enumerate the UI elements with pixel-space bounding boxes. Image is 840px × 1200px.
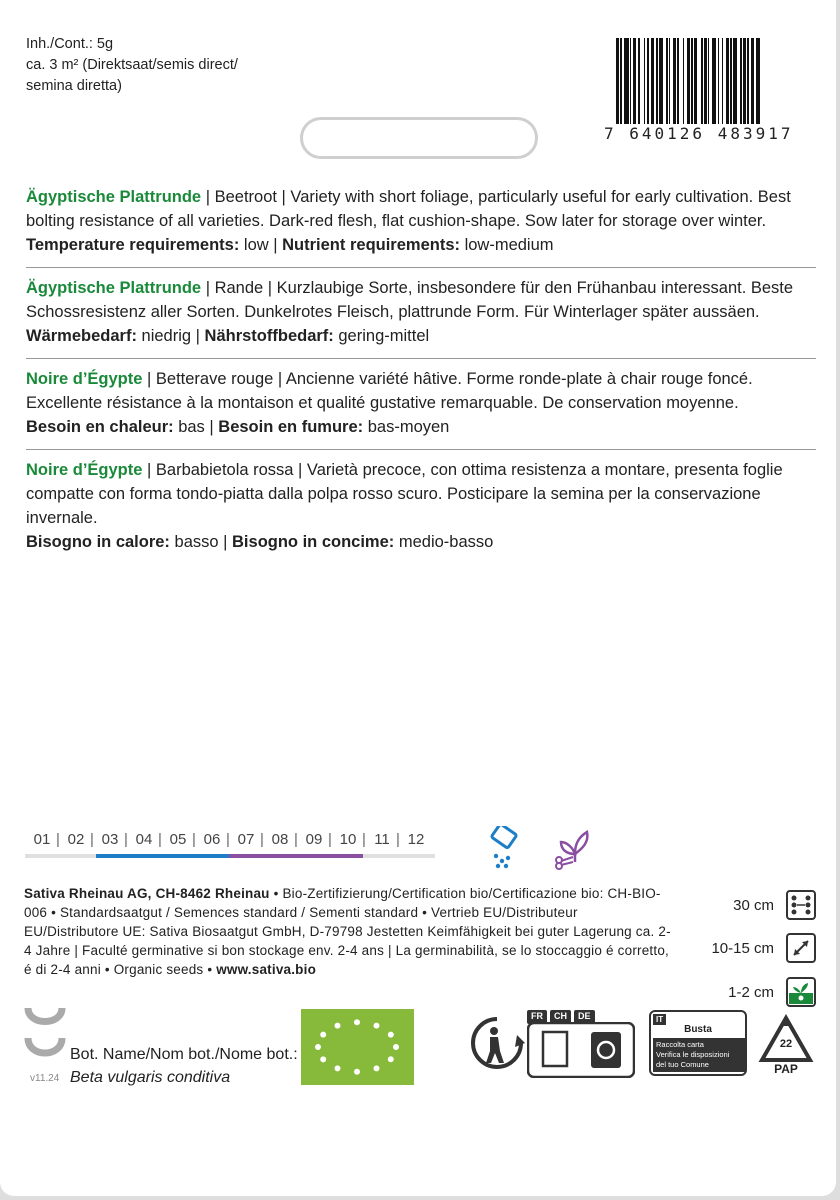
- it-instructions: [653, 1038, 745, 1072]
- country-tab: DE: [574, 1010, 595, 1024]
- req-value: low |: [239, 236, 283, 254]
- version-label: v11.24: [30, 1073, 60, 1084]
- req-value: bas |: [173, 418, 219, 436]
- eu-star: [354, 1069, 360, 1075]
- company-name: Sativa Rheinau AG, CH-8462 Rheinau: [24, 886, 270, 901]
- pap-label: PAP: [774, 1062, 798, 1076]
- variety-name: Ägyptische Plattrunde: [26, 188, 202, 206]
- variety-text: | Beetroot | Variety with short foliage, particularly useful for early cultivation. Best bolting resistance of all varieties. Dark-red flesh, flat cushion-shape. Sow later for storage over winter.: [26, 188, 791, 230]
- variety-name: Noire d’Égypte: [26, 461, 143, 479]
- month-label: | 07: [229, 831, 263, 848]
- month-label: | 12: [399, 831, 433, 848]
- eu-star: [388, 1056, 394, 1062]
- pap-recycling-symbol: [758, 1014, 814, 1078]
- month-label: | 05: [161, 831, 195, 848]
- company-info: [24, 884, 674, 979]
- sowing-calendar: [25, 831, 435, 861]
- row-distance-icon: [786, 933, 816, 963]
- req-value: bas-moyen: [363, 418, 450, 436]
- recycling-fr-ch-de: [527, 1010, 635, 1078]
- req-value: basso |: [169, 533, 233, 551]
- country-tab: FR: [527, 1010, 547, 1024]
- eu-star: [335, 1065, 341, 1071]
- row-distance-spec: [711, 933, 816, 963]
- variety-name: Ägyptische Plattrunde: [26, 279, 202, 297]
- eu-star: [393, 1044, 399, 1050]
- month-label: | 09: [297, 831, 331, 848]
- depth-spec: [728, 977, 816, 1007]
- eu-organic-logo-icon: [301, 1009, 414, 1085]
- contents-area: ca. 3 m² (Direktsaat/semis direct/: [26, 57, 238, 73]
- description-blocks: [26, 183, 816, 564]
- req-label: Besoin en fumure:: [218, 418, 364, 436]
- variety-text: | Rande | Kurzlaubige Sorte, insbesondere für den Frühanbau interessant. Beste Schossresistenz aller Sorten. Dunkelrotes Fleisch, plattrunde Form. Für Winterlager später aussäen.: [26, 279, 794, 321]
- contents-area-cont: semina diretta): [26, 78, 122, 94]
- month-label: | 03: [93, 831, 127, 848]
- harvest-period-bar: [229, 854, 363, 858]
- botanical-value: Beta vulgaris conditiva: [70, 1069, 231, 1086]
- it-line: Verifica le disposizioni: [656, 1050, 730, 1059]
- company-website: www.sativa.bio: [216, 962, 317, 977]
- calendar-track: [25, 854, 435, 858]
- harvest-icon: [553, 824, 599, 870]
- req-value: medio-basso: [394, 533, 494, 551]
- req-label: Bisogno in calore:: [26, 533, 170, 551]
- hang-slot: [300, 117, 538, 159]
- req-label: Wärmebedarf:: [26, 327, 137, 345]
- month-label: | 10: [331, 831, 365, 848]
- company-text: • Bio-Zertifizierung/Certification bio/Certificazione bio: CH-BIO-006 • Standardsaatgut / Semences standard / Sementi standard • Vertrieb EU/Distributeur EU/Distributore UE: Sativa Biosaatgut GmbH, D-79798 Jestetten Keimfähigkeit bei guter Lagerung ca. 2-4 Jahre | Faculté germinative si bon stockage env. 2-4 ans | La germinabilità, se lo stoccaggio é corretto, é di 2-4 anni • Organic seeds •: [24, 886, 671, 977]
- month-label: | 06: [195, 831, 229, 848]
- eu-star: [388, 1032, 394, 1038]
- it-title: Busta: [684, 1024, 712, 1035]
- eu-star: [320, 1056, 326, 1062]
- seal-icon: [24, 1000, 66, 1066]
- eu-star: [374, 1065, 380, 1071]
- req-value: niedrig |: [136, 327, 205, 345]
- description-fr: [26, 358, 816, 449]
- sowing-icon: [482, 826, 528, 870]
- req-label: Temperature requirements:: [26, 236, 240, 254]
- variety-text: | Betterave rouge | Ancienne variété hâtive. Forme ronde-plate à chair rouge foncé. Excellente résistance à la montaison et qualité gustative remarquable. De conservation moyenne.: [26, 370, 753, 412]
- req-label: Besoin en chaleur:: [26, 418, 174, 436]
- row-distance-value: 10-15 cm: [711, 939, 774, 957]
- it-line: del tuo Comune: [656, 1060, 709, 1069]
- barcode-bar: [760, 38, 761, 124]
- req-value: low-medium: [460, 236, 554, 254]
- botanical-name: [70, 1043, 298, 1089]
- plant-spacing-icon: [786, 890, 816, 920]
- barcode-bars: [616, 38, 810, 124]
- variety-text: | Barbabietola rossa | Varietà precoce, con ottima resistenza a montare, presenta foglie compatte con forma tondo-piatta dalla polpa rosso scuro. Posticipare la semina per la conservazione invernale.: [26, 461, 783, 527]
- eu-star: [320, 1032, 326, 1038]
- month-label: | 04: [127, 831, 161, 848]
- spacing-spec: [733, 890, 816, 920]
- depth-value: 1-2 cm: [728, 983, 774, 1001]
- month-label: 01: [33, 831, 51, 848]
- month-labels: [25, 831, 435, 848]
- triman-icon: [468, 1013, 526, 1075]
- spacing-value: 30 cm: [733, 896, 774, 914]
- description-it: [26, 449, 816, 564]
- paper-bin-icon: [527, 1022, 635, 1078]
- sowing-depth-icon: [786, 977, 816, 1007]
- req-label: Nutrient requirements:: [282, 236, 460, 254]
- description-en: [26, 183, 816, 267]
- req-value: gering-mittel: [333, 327, 430, 345]
- barcode-number: 7 640126 483917: [604, 124, 794, 143]
- contents-weight: Inh./Cont.: 5g: [26, 36, 114, 52]
- contents-info: [26, 34, 238, 97]
- barcode: [604, 38, 816, 146]
- botanical-label: Bot. Name/Nom bot./Nome bot.:: [70, 1046, 298, 1063]
- it-line: Raccolta carta: [656, 1040, 704, 1049]
- sowing-period-bar: [96, 854, 229, 858]
- variety-name: Noire d’Égypte: [26, 370, 143, 388]
- country-tab: CH: [550, 1010, 571, 1024]
- eu-star: [335, 1023, 341, 1029]
- recycling-it: [649, 1010, 747, 1076]
- eu-star: [354, 1019, 360, 1025]
- month-label: | 02: [59, 831, 93, 848]
- req-label: Nährstoffbedarf:: [204, 327, 334, 345]
- pap-number: 22: [779, 1038, 793, 1050]
- month-label: | 11: [365, 831, 399, 848]
- month-label: | 08: [263, 831, 297, 848]
- description-de: [26, 267, 816, 358]
- req-label: Bisogno in concime:: [232, 533, 395, 551]
- it-tab: IT: [653, 1014, 666, 1025]
- eu-star: [315, 1044, 321, 1050]
- eu-star: [374, 1023, 380, 1029]
